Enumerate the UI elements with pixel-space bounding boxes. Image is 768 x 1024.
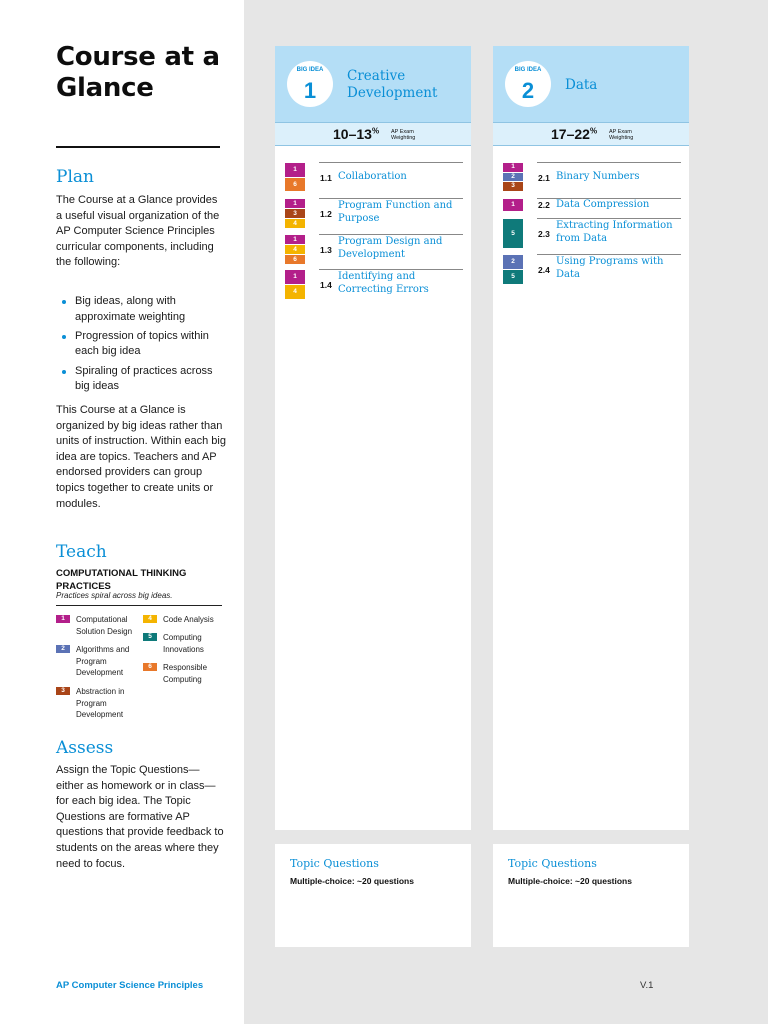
practice-tag: 1 bbox=[285, 235, 305, 244]
plan-bullets bbox=[62, 294, 226, 398]
big-idea-header bbox=[275, 46, 471, 122]
practice-tag: 1 bbox=[285, 199, 305, 208]
practice-tag: 4 bbox=[285, 245, 305, 254]
practice-tag: 3 bbox=[285, 209, 305, 218]
list-item bbox=[62, 329, 226, 360]
topic-name: Program Function and Purpose bbox=[338, 200, 453, 224]
bullet-text: Progression of topics within each big idea bbox=[75, 329, 209, 358]
topic-divider bbox=[537, 162, 681, 163]
practice-tag: 5 bbox=[503, 270, 523, 284]
practice-tag: 4 bbox=[285, 285, 305, 299]
topic-number: 1.1 bbox=[320, 173, 332, 183]
practice-label: Computing Innovations bbox=[163, 633, 204, 654]
bullet-text: Big ideas, along with approximate weighting bbox=[75, 295, 186, 323]
topic-divider bbox=[319, 234, 463, 235]
practices-heading: COMPUTATIONAL THINKING PRACTICES bbox=[56, 568, 187, 592]
topic-name: Data Compression bbox=[556, 199, 650, 210]
topic-number: 2.2 bbox=[538, 200, 550, 210]
topic-questions-count: Multiple-choice: ~20 questions bbox=[508, 876, 632, 886]
topic-row bbox=[503, 254, 681, 285]
bullet-icon bbox=[62, 370, 66, 374]
bullet-icon bbox=[62, 300, 66, 304]
big-idea-card-2 bbox=[493, 46, 689, 830]
practice-swatch: 5 bbox=[143, 633, 157, 641]
practice-tag: 1 bbox=[285, 163, 305, 177]
weighting-label: AP Exam Weighting bbox=[391, 129, 416, 141]
topic-questions-title: Topic Questions bbox=[508, 857, 597, 870]
topic-number: 2.4 bbox=[538, 265, 550, 275]
practice-swatch: 2 bbox=[56, 645, 70, 653]
topic-name: Collaboration bbox=[338, 171, 407, 182]
topic-questions-count: Multiple-choice: ~20 questions bbox=[290, 876, 414, 886]
bullet-text: Spiraling of practices across big ideas bbox=[75, 364, 213, 393]
topic-questions-box-2 bbox=[493, 844, 689, 947]
big-idea-title: Creative Development bbox=[347, 68, 438, 101]
footer-version: V.1 bbox=[640, 980, 654, 991]
big-idea-number: 1 bbox=[303, 78, 317, 103]
topic-name: Binary Numbers bbox=[556, 171, 640, 182]
assess-heading: Assess bbox=[56, 738, 114, 758]
bullet-icon bbox=[62, 335, 66, 339]
practices-divider bbox=[56, 605, 222, 606]
footer-course-name: AP Computer Science Principles bbox=[56, 980, 204, 991]
plan-intro: The Course at a Glance provides a useful visual organization of the AP Computer Science Principles curricular components, including the following: bbox=[56, 194, 220, 269]
topic-name: Identifying and Correcting Errors bbox=[338, 271, 429, 295]
practice-label: Computational Solution Design bbox=[76, 615, 133, 636]
topic-name: Using Programs with Data bbox=[556, 256, 664, 280]
practice-tag: 1 bbox=[503, 163, 523, 172]
big-idea-badge bbox=[287, 61, 333, 107]
practice-tag: 3 bbox=[503, 182, 523, 191]
teach-heading: Teach bbox=[56, 542, 107, 562]
big-idea-card-1 bbox=[275, 46, 471, 830]
topic-row bbox=[503, 218, 681, 249]
page-title: Course at a Glance bbox=[56, 42, 220, 103]
practice-label: Responsible Computing bbox=[163, 663, 208, 684]
big-idea-label: BIG IDEA bbox=[296, 67, 324, 73]
topic-row bbox=[285, 198, 463, 229]
weighting-label: AP Exam Weighting bbox=[609, 129, 634, 141]
weighting-value: 10–13% bbox=[333, 126, 380, 142]
practice-label: Algorithms and Program Development bbox=[76, 645, 130, 677]
practice-label: Abstraction in Program Development bbox=[76, 687, 125, 719]
topic-name: Program Design and Development bbox=[338, 236, 443, 260]
practice-tag: 6 bbox=[285, 255, 305, 264]
topic-divider bbox=[319, 269, 463, 270]
topic-divider bbox=[537, 254, 681, 255]
practice-swatch: 1 bbox=[56, 615, 70, 623]
topic-row bbox=[285, 234, 463, 265]
topic-row bbox=[285, 269, 463, 300]
big-idea-label: BIG IDEA bbox=[514, 67, 542, 73]
list-item bbox=[62, 294, 226, 325]
big-idea-number: 2 bbox=[521, 78, 535, 103]
practice-tag: 2 bbox=[503, 173, 523, 182]
topic-row bbox=[503, 198, 681, 212]
big-idea-header bbox=[493, 46, 689, 122]
topic-number: 1.2 bbox=[320, 209, 332, 219]
practice-swatch: 6 bbox=[143, 663, 157, 671]
practice-swatch: 3 bbox=[56, 687, 70, 695]
topic-divider bbox=[319, 198, 463, 199]
assess-body: Assign the Topic Questions—either as homework or in class—for each big idea. The Topic Questions are formative AP questions that provide feedback to students on the areas where they need to focus. bbox=[56, 764, 224, 870]
topic-number: 2.3 bbox=[538, 229, 550, 239]
topic-divider bbox=[319, 162, 463, 163]
practice-swatch: 4 bbox=[143, 615, 157, 623]
topic-row bbox=[503, 162, 681, 192]
topic-number: 2.1 bbox=[538, 173, 550, 183]
plan-body: This Course at a Glance is organized by big ideas rather than units of instruction. Within each big idea are topics. Teachers and AP endorsed providers can group topics together to create units or modules. bbox=[56, 404, 226, 510]
practice-tag: 4 bbox=[285, 219, 305, 228]
practices-subtitle: Practices spiral across big ideas. bbox=[56, 591, 173, 600]
plan-heading: Plan bbox=[56, 167, 94, 187]
practice-tag: 1 bbox=[285, 270, 305, 284]
topic-questions-box-1 bbox=[275, 844, 471, 947]
practice-tag: 5 bbox=[503, 219, 523, 248]
topic-questions-title: Topic Questions bbox=[290, 857, 379, 870]
practice-tag: 6 bbox=[285, 178, 305, 192]
topic-number: 1.4 bbox=[320, 280, 332, 290]
topic-row bbox=[285, 162, 463, 192]
big-idea-badge bbox=[505, 61, 551, 107]
title-divider bbox=[56, 146, 220, 148]
practice-label: Code Analysis bbox=[163, 615, 214, 624]
big-idea-title: Data bbox=[565, 77, 598, 93]
weighting-value: 17–22% bbox=[551, 126, 598, 142]
topic-number: 1.3 bbox=[320, 245, 332, 255]
topic-name: Extracting Information from Data bbox=[556, 220, 673, 244]
exam-weighting bbox=[493, 122, 689, 146]
left-panel bbox=[0, 0, 244, 1024]
exam-weighting bbox=[275, 122, 471, 146]
topic-divider bbox=[537, 218, 681, 219]
practice-tag: 2 bbox=[503, 255, 523, 269]
list-item bbox=[62, 364, 226, 395]
practice-tag: 1 bbox=[503, 199, 523, 211]
